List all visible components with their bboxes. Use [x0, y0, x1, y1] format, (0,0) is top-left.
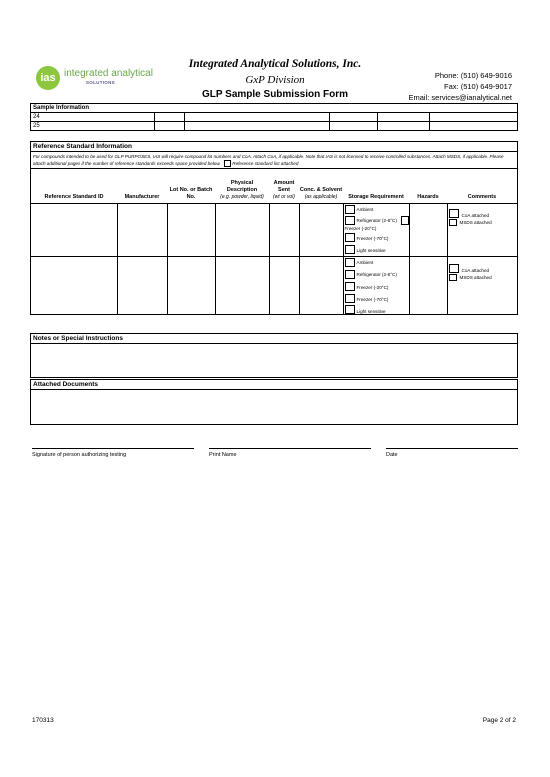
- freezer-20-checkbox[interactable]: [345, 282, 355, 291]
- email-text: Email: services@ianalytical.net: [408, 93, 512, 102]
- ref-cell[interactable]: [215, 256, 269, 314]
- signature-line[interactable]: [32, 448, 194, 449]
- fax-text: Fax: (510) 649-9017: [444, 82, 512, 91]
- storage-option: Ambient: [356, 259, 374, 265]
- reference-title: Reference Standard Information: [31, 142, 517, 152]
- storage-option: Refrigerator (2-8°C): [356, 271, 397, 277]
- light-sensitive-checkbox[interactable]: [345, 245, 355, 254]
- refrigerator-checkbox[interactable]: [345, 216, 355, 225]
- logo-subtitle: SOLUTIONS: [86, 80, 115, 85]
- coa-checkbox[interactable]: [449, 264, 459, 273]
- phone-text: Phone: (510) 649-9016: [434, 71, 512, 80]
- col-header: Hazards: [409, 169, 447, 203]
- sample-cell[interactable]: [184, 122, 330, 131]
- sample-cell[interactable]: [430, 122, 518, 131]
- storage-cell: [343, 256, 409, 314]
- sample-info-table: [30, 103, 518, 131]
- list-attached-label: Reference standard list attached: [232, 161, 299, 166]
- attached-title: Attached Documents: [31, 380, 517, 390]
- comments-cell: [447, 203, 517, 256]
- reference-header-row: [31, 169, 517, 203]
- notes-title: Notes or Special Instructions: [31, 334, 517, 344]
- storage-option: Light sensitive: [356, 308, 386, 314]
- hazards-cell[interactable]: [409, 203, 447, 256]
- attached-section: [30, 379, 518, 425]
- storage-option: Ambient: [356, 206, 374, 212]
- refrigerator-checkbox[interactable]: [345, 270, 355, 279]
- storage-option: Light sensitive: [356, 247, 386, 253]
- ref-cell[interactable]: [117, 203, 167, 256]
- comment-option: MSDS attached: [459, 219, 492, 225]
- ref-cell[interactable]: [269, 203, 299, 256]
- sample-row: [31, 113, 518, 122]
- ambient-checkbox[interactable]: [345, 258, 355, 267]
- comments-cell: [447, 256, 517, 314]
- notes-section: [30, 333, 518, 378]
- sample-row: [31, 122, 518, 131]
- sample-cell[interactable]: [330, 113, 378, 122]
- storage-option: Freezer (-70°C): [356, 235, 389, 241]
- reference-row: [31, 203, 517, 256]
- light-sensitive-checkbox[interactable]: [345, 305, 355, 314]
- sample-cell[interactable]: [378, 113, 430, 122]
- coa-checkbox[interactable]: [449, 209, 459, 218]
- col-header: Comments: [447, 169, 517, 203]
- logo-name: integrated analytical: [64, 68, 153, 79]
- logo-mark: ias: [36, 66, 60, 90]
- msds-checkbox[interactable]: [449, 274, 457, 281]
- signature-label: Signature of person authorizing testing: [32, 452, 127, 458]
- date-label: Date: [386, 452, 398, 458]
- ref-cell[interactable]: [167, 256, 215, 314]
- reference-note-text: For compounds intended to be used for GLP PURPOSES, IAS will require compound lot numbers and CoA. Attach CoA, if applicable. Note that IAS is not licensed to receive controlled substances. Attach MSDS, if applicable. Please attach additional pages if the number of reference standards exceeds space provided below.: [33, 154, 504, 166]
- print-name-line[interactable]: [209, 448, 371, 449]
- sample-row-number: 25: [31, 122, 155, 131]
- col-header: Manufacturer: [117, 169, 167, 203]
- comment-option: MSDS attached: [459, 274, 492, 280]
- storage-option: Freezer (-20°C): [344, 225, 377, 231]
- refrigerator-extra-checkbox[interactable]: [401, 216, 409, 225]
- col-header: Lot No. or Batch No.: [167, 169, 215, 203]
- form-title: GLP Sample Submission Form: [202, 89, 348, 100]
- ref-cell[interactable]: [215, 203, 269, 256]
- division-name: GxP Division: [245, 74, 305, 86]
- col-header: Reference Standard ID: [31, 169, 117, 203]
- storage-option: Refrigerator (2-8°C): [356, 217, 397, 223]
- reference-table: [31, 169, 517, 314]
- ref-cell[interactable]: [31, 256, 117, 314]
- ref-cell[interactable]: [299, 203, 343, 256]
- sample-cell[interactable]: [154, 122, 184, 131]
- company-name: Integrated Analytical Solutions, Inc.: [188, 58, 362, 70]
- comment-option: CoA attached: [461, 212, 490, 218]
- form-code: 170313: [32, 717, 54, 724]
- comment-option: CoA attached: [461, 267, 490, 273]
- list-attached-checkbox[interactable]: [224, 160, 231, 167]
- storage-cell: [343, 203, 409, 256]
- sample-cell[interactable]: [184, 113, 330, 122]
- ref-cell[interactable]: [299, 256, 343, 314]
- col-header: Storage Requirement: [343, 169, 409, 203]
- col-header: Amount Sent (wt or vol): [269, 169, 299, 203]
- col-header: Physical Description (e.g. powder, liquid): [215, 169, 269, 203]
- sample-cell[interactable]: [430, 113, 518, 122]
- reference-standard-section: [30, 141, 518, 315]
- attached-field[interactable]: [31, 390, 517, 424]
- reference-row: [31, 256, 517, 314]
- storage-option: Freezer (-70°C): [356, 296, 389, 302]
- freezer-70-checkbox[interactable]: [345, 294, 355, 303]
- col-header: Conc. & Solvent (as applicable): [299, 169, 343, 203]
- date-line[interactable]: [386, 448, 518, 449]
- page-number: Page 2 of 2: [482, 717, 516, 724]
- msds-checkbox[interactable]: [449, 219, 457, 226]
- reference-note: [31, 152, 517, 169]
- ref-cell[interactable]: [31, 203, 117, 256]
- sample-cell[interactable]: [154, 113, 184, 122]
- ref-cell[interactable]: [167, 203, 215, 256]
- ref-cell[interactable]: [117, 256, 167, 314]
- hazards-cell[interactable]: [409, 256, 447, 314]
- print-name-label: Print Name: [209, 452, 237, 458]
- notes-field[interactable]: [31, 344, 517, 377]
- sample-cell[interactable]: [378, 122, 430, 131]
- ref-cell[interactable]: [269, 256, 299, 314]
- storage-option: Freezer (-20°C): [356, 284, 389, 290]
- freezer-70-checkbox[interactable]: [345, 233, 355, 242]
- ambient-checkbox[interactable]: [345, 205, 355, 214]
- sample-info-title: Sample Information: [31, 104, 518, 113]
- sample-cell[interactable]: [330, 122, 378, 131]
- sample-row-number: 24: [31, 113, 155, 122]
